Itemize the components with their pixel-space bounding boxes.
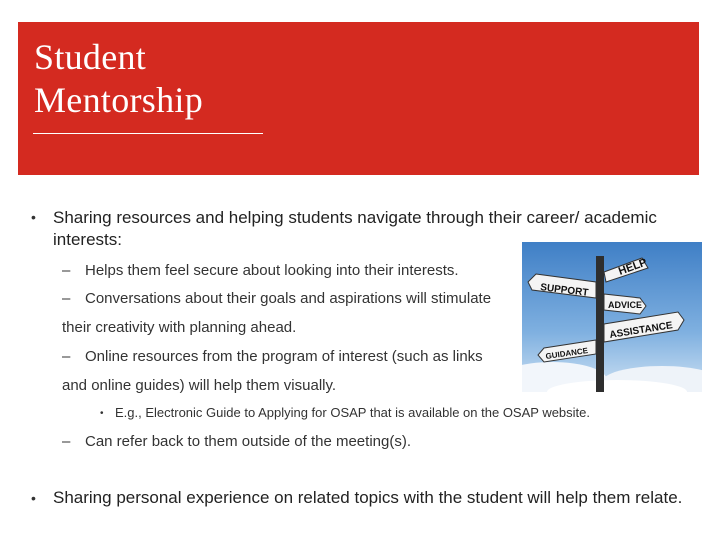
sub-bullet-marker: • — [100, 408, 104, 419]
dash-marker: – — [62, 290, 71, 307]
sign-guidance-label: GUIDANCE — [545, 346, 589, 361]
sub-item-conversations-continued: their creativity with planning ahead. — [62, 319, 297, 336]
dash-marker: – — [62, 433, 71, 450]
sub-item-online-resources: Online resources from the program of interest (such as links — [85, 348, 483, 365]
sub-item-refer-back: Can refer back to them outside of the meeting(s). — [85, 433, 411, 450]
signpost-photo — [522, 242, 702, 392]
bullet-marker: • — [31, 209, 36, 225]
slide-title — [34, 36, 203, 122]
sign-support-label: SUPPORT — [539, 282, 589, 299]
title-underline — [33, 133, 263, 134]
sub-item-secure: Helps them feel secure about looking into their interests. — [85, 262, 459, 279]
sub-item-online-resources-continued: and online guides) will help them visually. — [62, 377, 337, 394]
sign-help-label: HELP — [616, 256, 649, 278]
dash-marker: – — [62, 348, 71, 365]
title-line-2: Mentorship — [34, 80, 203, 120]
dash-marker: – — [62, 262, 71, 279]
bullet-marker: • — [31, 490, 36, 506]
title-line-1: Student — [34, 37, 147, 77]
sub-sub-item-osap: E.g., Electronic Guide to Applying for OSAP that is available on the OSAP website. — [115, 405, 591, 420]
sub-item-conversations: Conversations about their goals and aspirations will stimulate — [85, 290, 492, 307]
sign-advice-label: ADVICE — [608, 300, 643, 310]
signpost-pole — [596, 256, 604, 392]
sign-assistance-label: ASSISTANCE — [608, 320, 674, 341]
bullet-personal-experience: Sharing personal experience on related topics with the student will help them relate. — [53, 488, 683, 507]
bullet-career-resources: Sharing resources and helping students navigate through their career/ academic interests: — [53, 208, 657, 249]
